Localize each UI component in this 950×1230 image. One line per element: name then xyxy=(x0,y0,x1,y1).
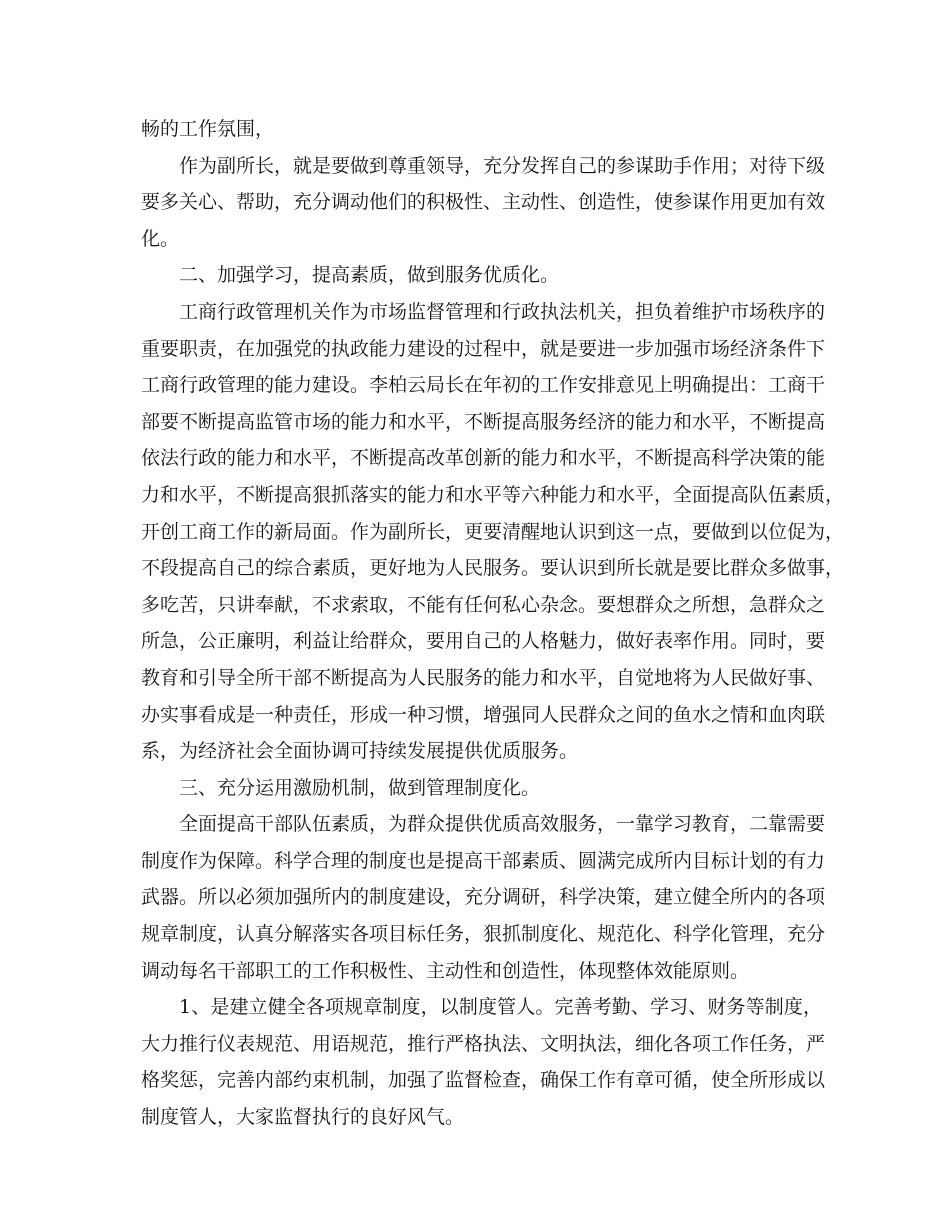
text-line: 部要不断提高监管市场的能力和水平，不断提高服务经济的能力和水平，不断提高 xyxy=(141,410,826,433)
text-line: 工商行政管理机关作为市场监督管理和行政执法机关，担负着维护市场秩序的 xyxy=(179,300,826,323)
text-line: 大力推行仪表规范、用语规范，推行严格执法、文明执法，细化各项工作任务，严 xyxy=(141,1032,826,1055)
text-line: 制度管人，大家监督执行的良好风气。 xyxy=(141,1106,465,1129)
text-line: 调动每名干部职工的工作积极性、主动性和创造性，体现整体效能原则。 xyxy=(141,959,750,982)
text-line: 作为副所长，就是要做到尊重领导，充分发挥自己的参谋助手作用；对待下级 xyxy=(179,154,826,177)
text-line: 办实事看成是一种责任，形成一种习惯，增强同人民群众之间的鱼水之情和血肉联 xyxy=(141,703,826,726)
text-line: 开创工商工作的新局面。作为副所长，更要清醒地认识到这一点，要做到以位促为， xyxy=(141,520,845,543)
section-heading: 二、加强学习，提高素质，做到服务优质化。 xyxy=(179,264,560,287)
document-body xyxy=(141,111,845,1136)
text-line: 力和水平，不断提高狠抓落实的能力和水平等六种能力和水平，全面提高队伍素质， xyxy=(141,483,845,506)
text-line: 工商行政管理的能力建设。李柏云局长在年初的工作安排意见上明确提出：工商干 xyxy=(141,374,826,397)
text-line: 教育和引导全所干部不断提高为人民服务的能力和水平，自觉地将为人民做好事、 xyxy=(141,666,826,689)
text-line: 依法行政的能力和水平，不断提高改革创新的能力和水平，不断提高科学决策的能 xyxy=(141,447,826,470)
text-line: 武器。所以必须加强所内的制度建设，充分调研，科学决策，建立健全所内的各项 xyxy=(141,886,826,909)
text-line: 重要职责，在加强党的执政能力建设的过程中，就是要进一步加强市场经济条件下 xyxy=(141,337,826,360)
text-line: 全面提高干部队伍素质，为群众提供优质高效服务，一靠学习教育，二靠需要 xyxy=(179,813,826,836)
text-line: 系，为经济社会全面协调可持续发展提供优质服务。 xyxy=(141,740,579,763)
text-line: 化。 xyxy=(141,227,180,250)
text-line: 要多关心、帮助，充分调动他们的积极性、主动性、创造性，使参谋作用更加有效 xyxy=(141,191,826,214)
text-line: 不段提高自己的综合素质，更好地为人民服务。要认识到所长就是要比群众多做事， xyxy=(141,557,845,580)
text-line: 制度作为保障。科学合理的制度也是提高干部素质、圆满完成所内目标计划的有力 xyxy=(141,849,826,872)
text-line: 格奖惩，完善内部约束机制，加强了监督检查，确保工作有章可循，使全所形成以 xyxy=(141,1069,826,1092)
section-heading: 三、充分运用激励机制，做到管理制度化。 xyxy=(179,776,541,799)
text-line: 多吃苦，只讲奉献，不求索取，不能有任何私心杂念。要想群众之所想，急群众之 xyxy=(141,593,826,616)
text-line: 规章制度，认真分解落实各项目标任务，狠抓制度化、规范化、科学化管理，充分 xyxy=(141,923,826,946)
text-line: 畅的工作氛围， xyxy=(141,118,275,140)
text-line: 1、是建立健全各项规章制度，以制度管人。完善考勤、学习、财务等制度， xyxy=(179,996,822,1019)
text-line: 所急，公正廉明，利益让给群众，要用自己的人格魅力，做好表率作用。同时，要 xyxy=(141,630,826,653)
